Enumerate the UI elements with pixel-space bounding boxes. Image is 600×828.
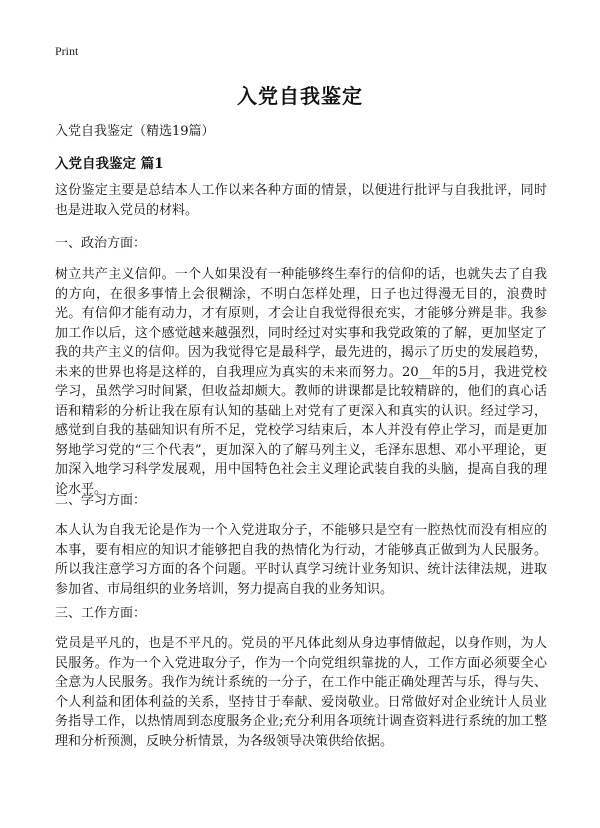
- intro-paragraph: 这份鉴定主要是总结本人工作以来各种方面的情景，以便进行批评与自我批评，同时也是进取入党员的材料。: [55, 183, 547, 218]
- work-heading: 三、工作方面：: [55, 606, 147, 621]
- document-title: 入党自我鉴定: [237, 84, 363, 108]
- document-subtitle: 入党自我鉴定（精选19篇）: [55, 124, 215, 139]
- study-heading: 二、学习方面：: [55, 493, 147, 508]
- politics-paragraph: 树立共产主义信仰。一个人如果没有一种能够终生奉行的信仰的话，也就失去了自我的方向，在很多事情上会很糊涂，不明白怎样处理，日子也过得漫无目的，浪费时光。有信仰才能有动力，才有原则，才会让自我觉得很充实，才能够分辨是非。我参加工作以后，这个感觉越来越强烈，同时经过对实事和我党政策的了解，更加坚定了我的共产主义的信仰。因为我觉得它是最科学，最先进的，揭示了历史的发展趋势，未来的世界也将是这样的，自我理应为真实的未来而努力。20__年的5月，我进党校学习，虽然学习时间紧，但收益却颇大。教师的讲课都是比较精辟的，他们的真心话语和精彩的分析让我在原有认知的基础上对党有了更深入和真实的认识。经过学习，感觉到自我的基础知识有所不足，党校学习结束后，本人并没有停止学习，而是更加努地学习党的“三个代表”，更加深入的了解马列主义，毛泽东思想、邓小平理论，更加深入地学习科学发展观，用中国特色社会主义理论武装自我的头脑，提高自我的理论水平。: [55, 267, 547, 497]
- study-paragraph: 本人认为自我无论是作为一个入党进取分子，不能够只是空有一腔热忱而没有相应的本事，要有相应的知识才能够把自我的热情化为行动，才能够真正做到为人民服务。所以我注意学习方面的各个问题。平时认真学习统计业务知识、统计法律法规，进取参加省、市局组织的业务培训，努力提高自我的业务知识。: [55, 523, 547, 597]
- section-title: 入党自我鉴定 篇1: [55, 156, 164, 172]
- work-paragraph: 党员是平凡的，也是不平凡的。党员的平凡体此刻从身边事情做起，以身作则，为人民服务。作为一个入党进取分子，作为一个向党组织靠拢的人，工作方面必须要全心全意为人民服务。我作为统计系统的一分子，在工作中能正确处理苦与乐，得与失、个人利益和团体利益的关系，坚持甘于奉献、爱岗敬业。日常做好对企业统计人员业务指导工作，以热情周到态度服务企业;充分利用各项统计调查资料进行系统的加工整理和分析预测，反映分析情景，为各级领导决策供给依据。: [55, 636, 547, 749]
- print-link[interactable]: Print: [55, 44, 79, 58]
- politics-heading: 一、政治方面：: [55, 236, 147, 251]
